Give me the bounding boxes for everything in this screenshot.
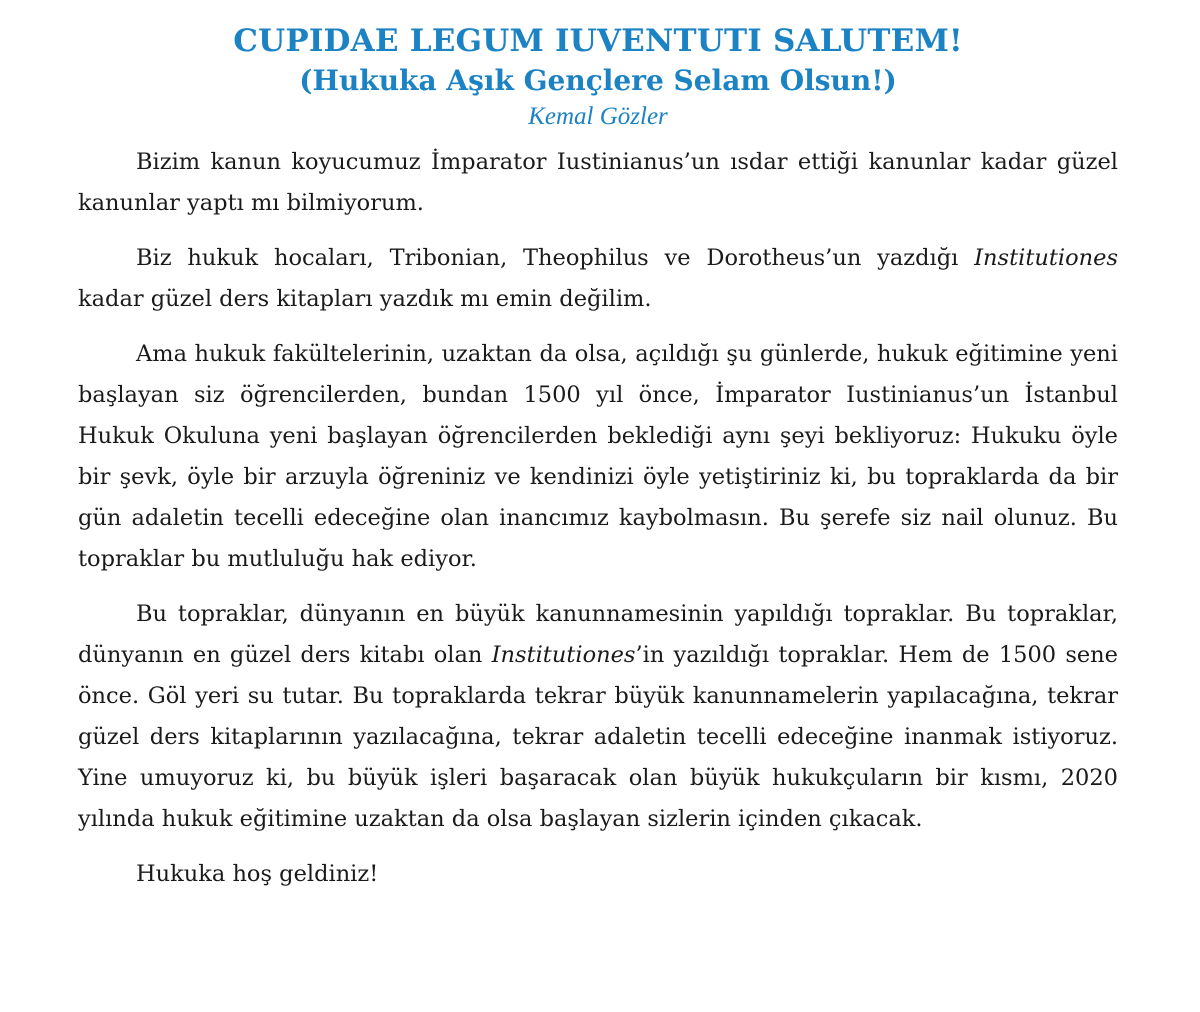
document-page xyxy=(78,20,1118,909)
body-text xyxy=(78,142,1118,895)
paragraph-2-part-c: kadar güzel ders kitapları yazdık mı emin değilim. xyxy=(78,286,652,312)
paragraph-3: Ama hukuk fakültelerinin, uzaktan da olsa, açıldığı şu günlerde, hukuk eğitimine yeni başlayan siz öğrencilerden, bundan 1500 yıl önce, İmparator Iustinianus’un İstanbul Hukuk Okuluna yeni başlayan öğrencilerden beklediği aynı şeyi bekliyoruz: Hukuku öyle bir şevk, öyle bir arzuyla öğreniniz ve kendinizi öyle yetiştiriniz ki, bu topraklarda da bir gün adaletin tecelli edeceğine olan inancımız kaybolmasın. Bu şerefe siz nail olunuz. Bu topraklar bu mutluluğu hak ediyor. xyxy=(78,341,1118,572)
document-title: CUPIDAE LEGUM IUVENTUTI SALUTEM! xyxy=(233,23,963,59)
paragraph-4-part-a: Bu topraklar, dünyanın en büyük kanunnamesinin yapıldığı topraklar. Bu topraklar, dünyanın en güzel ders kitabı olan xyxy=(78,601,1118,668)
paragraph-4-part-c: ’in yazıldığı topraklar. Hem de 1500 sene önce. Göl yeri su tutar. Bu topraklarda tekrar büyük kanunnamelerin yapılacağına, tekrar güzel ders kitaplarının yazılacağına, tekrar adaletin tecelli edeceğine inanmak istiyoruz. Yine umuyoruz ki, bu büyük işleri başaracak olan büyük hukukçuların bir kısmı, 2020 yılında hukuk eğitimine uzaktan da olsa başlayan sizlerin içinden çıkacak. xyxy=(78,642,1118,832)
paragraph-2 xyxy=(78,238,1118,320)
book-title-institutiones: Institutiones xyxy=(491,642,636,668)
paragraph-4 xyxy=(78,594,1118,840)
book-title-institutiones: Institutiones xyxy=(974,245,1118,271)
paragraph-1: Bizim kanun koyucumuz İmparator Iustinianus’un ısdar ettiği kanunlar kadar güzel kanunlar yaptı mı bilmiyorum. xyxy=(78,149,1118,216)
author-name: Kemal Gözler xyxy=(528,103,668,130)
document-subtitle: (Hukuka Aşık Gençlere Selam Olsun!) xyxy=(299,64,897,97)
paragraph-2-part-a: Biz hukuk hocaları, Tribonian, Theophilus ve Dorotheus’un yazdığı xyxy=(136,245,975,271)
paragraph-5: Hukuka hoş geldiniz! xyxy=(136,861,379,887)
